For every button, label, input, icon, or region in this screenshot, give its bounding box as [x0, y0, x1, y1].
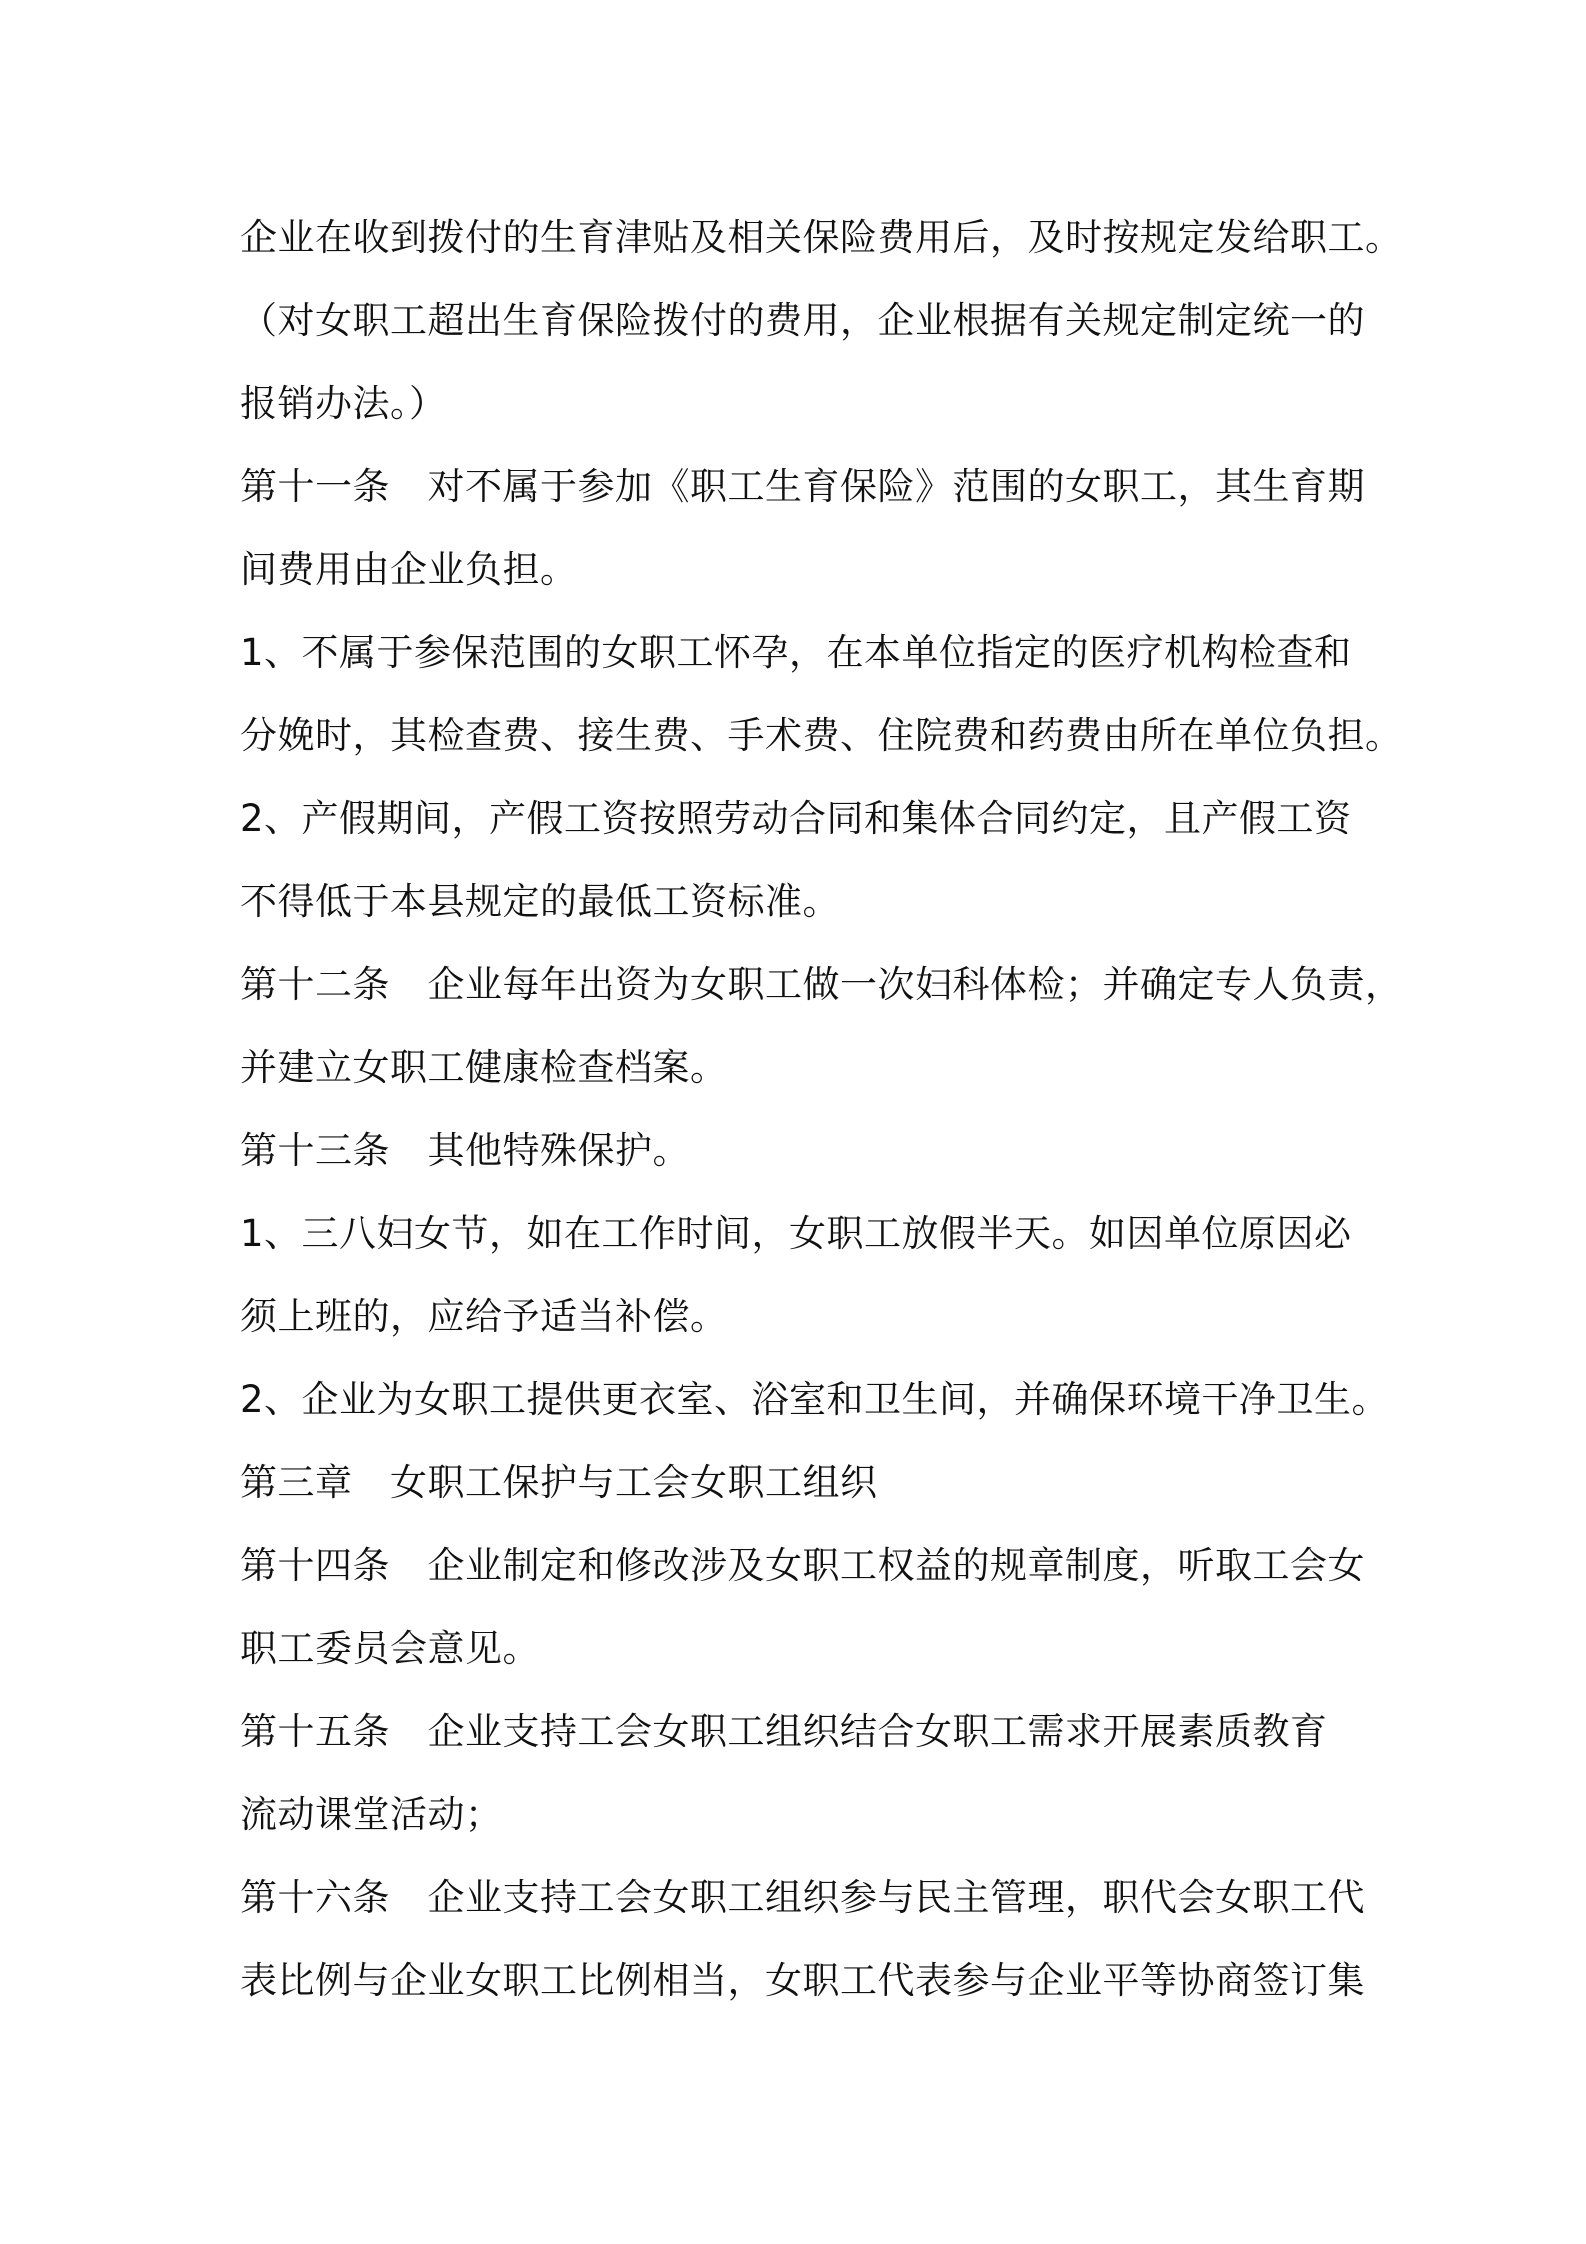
text-line: （对女职工超出生育保险拨付的费用，企业根据有关规定制定统一的 [240, 299, 1365, 342]
article-15-heading: 第十五条 企业支持工会女职工组织结合女职工需求开展素质教育 [240, 1710, 1328, 1753]
text-line: 流动课堂活动； [240, 1793, 503, 1836]
document-body [240, 196, 1403, 2022]
text-line: 须上班的，应给予适当补偿。 [240, 1295, 728, 1338]
chapter-3-heading: 第三章 女职工保护与工会女职工组织 [240, 1461, 878, 1504]
article-12-heading: 第十二条 企业每年出资为女职工做一次妇科体检；并确定专人负责， [240, 963, 1403, 1006]
article-11-heading: 第十一条 对不属于参加《职工生育保险》范围的女职工，其生育期 [240, 465, 1365, 508]
list-item: 2、产假期间，产假工资按照劳动合同和集体合同约定，且产假工资 [240, 797, 1352, 840]
list-item: 2、企业为女职工提供更衣室、浴室和卫生间，并确保环境干净卫生。 [240, 1378, 1390, 1421]
text-line: 表比例与企业女职工比例相当，女职工代表参与企业平等协商签订集 [240, 1959, 1365, 2002]
text-line: 企业在收到拨付的生育津贴及相关保险费用后，及时按规定发给职工。 [240, 216, 1403, 259]
article-14-heading: 第十四条 企业制定和修改涉及女职工权益的规章制度，听取工会女 [240, 1544, 1365, 1587]
text-line: 分娩时，其检查费、接生费、手术费、住院费和药费由所在单位负担。 [240, 714, 1403, 757]
text-line: 并建立女职工健康检查档案。 [240, 1046, 728, 1089]
list-item: 1、不属于参保范围的女职工怀孕，在本单位指定的医疗机构检查和 [240, 631, 1352, 674]
text-line: 报销办法。） [240, 382, 447, 425]
article-13-heading: 第十三条 其他特殊保护。 [240, 1129, 690, 1172]
text-line: 职工委员会意见。 [240, 1627, 540, 1670]
text-line: 不得低于本县规定的最低工资标准。 [240, 880, 840, 923]
text-line: 间费用由企业负担。 [240, 548, 578, 591]
article-16-heading: 第十六条 企业支持工会女职工组织参与民主管理，职代会女职工代 [240, 1876, 1365, 1919]
list-item: 1、三八妇女节，如在工作时间，女职工放假半天。如因单位原因必 [240, 1212, 1352, 1255]
